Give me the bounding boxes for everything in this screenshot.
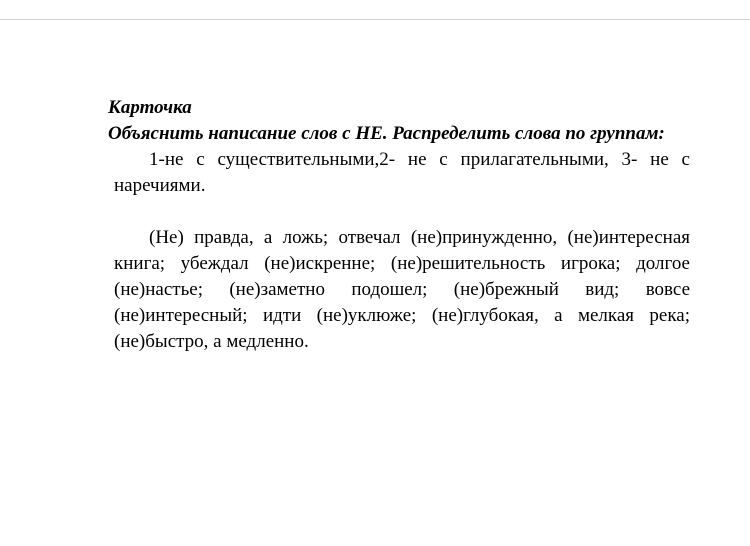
- groups-description: 1-не с существительными,2- не с прилагательными, 3- не с наречиями.: [114, 149, 690, 196]
- document-page: [0, 20, 750, 546]
- card-title: Карточка: [108, 97, 192, 118]
- exercise-words: (Не) правда, а ложь; отвечал (не)принужденно, (не)интересная книга; убеждал (не)искренне; (не)решительность игрока; долгое (не)настье; (не)заметно подошел; (не)брежный вид; вовсе (не)интересный; идти (не)уклюже; (не)глубокая, а мелкая река; (не)быстро, а медленно.: [114, 227, 690, 352]
- task-instruction: Объяснить написание слов с НЕ. Распределить слова по группам:: [108, 123, 665, 144]
- paragraph-spacer: [108, 199, 690, 225]
- card-content: [108, 95, 690, 355]
